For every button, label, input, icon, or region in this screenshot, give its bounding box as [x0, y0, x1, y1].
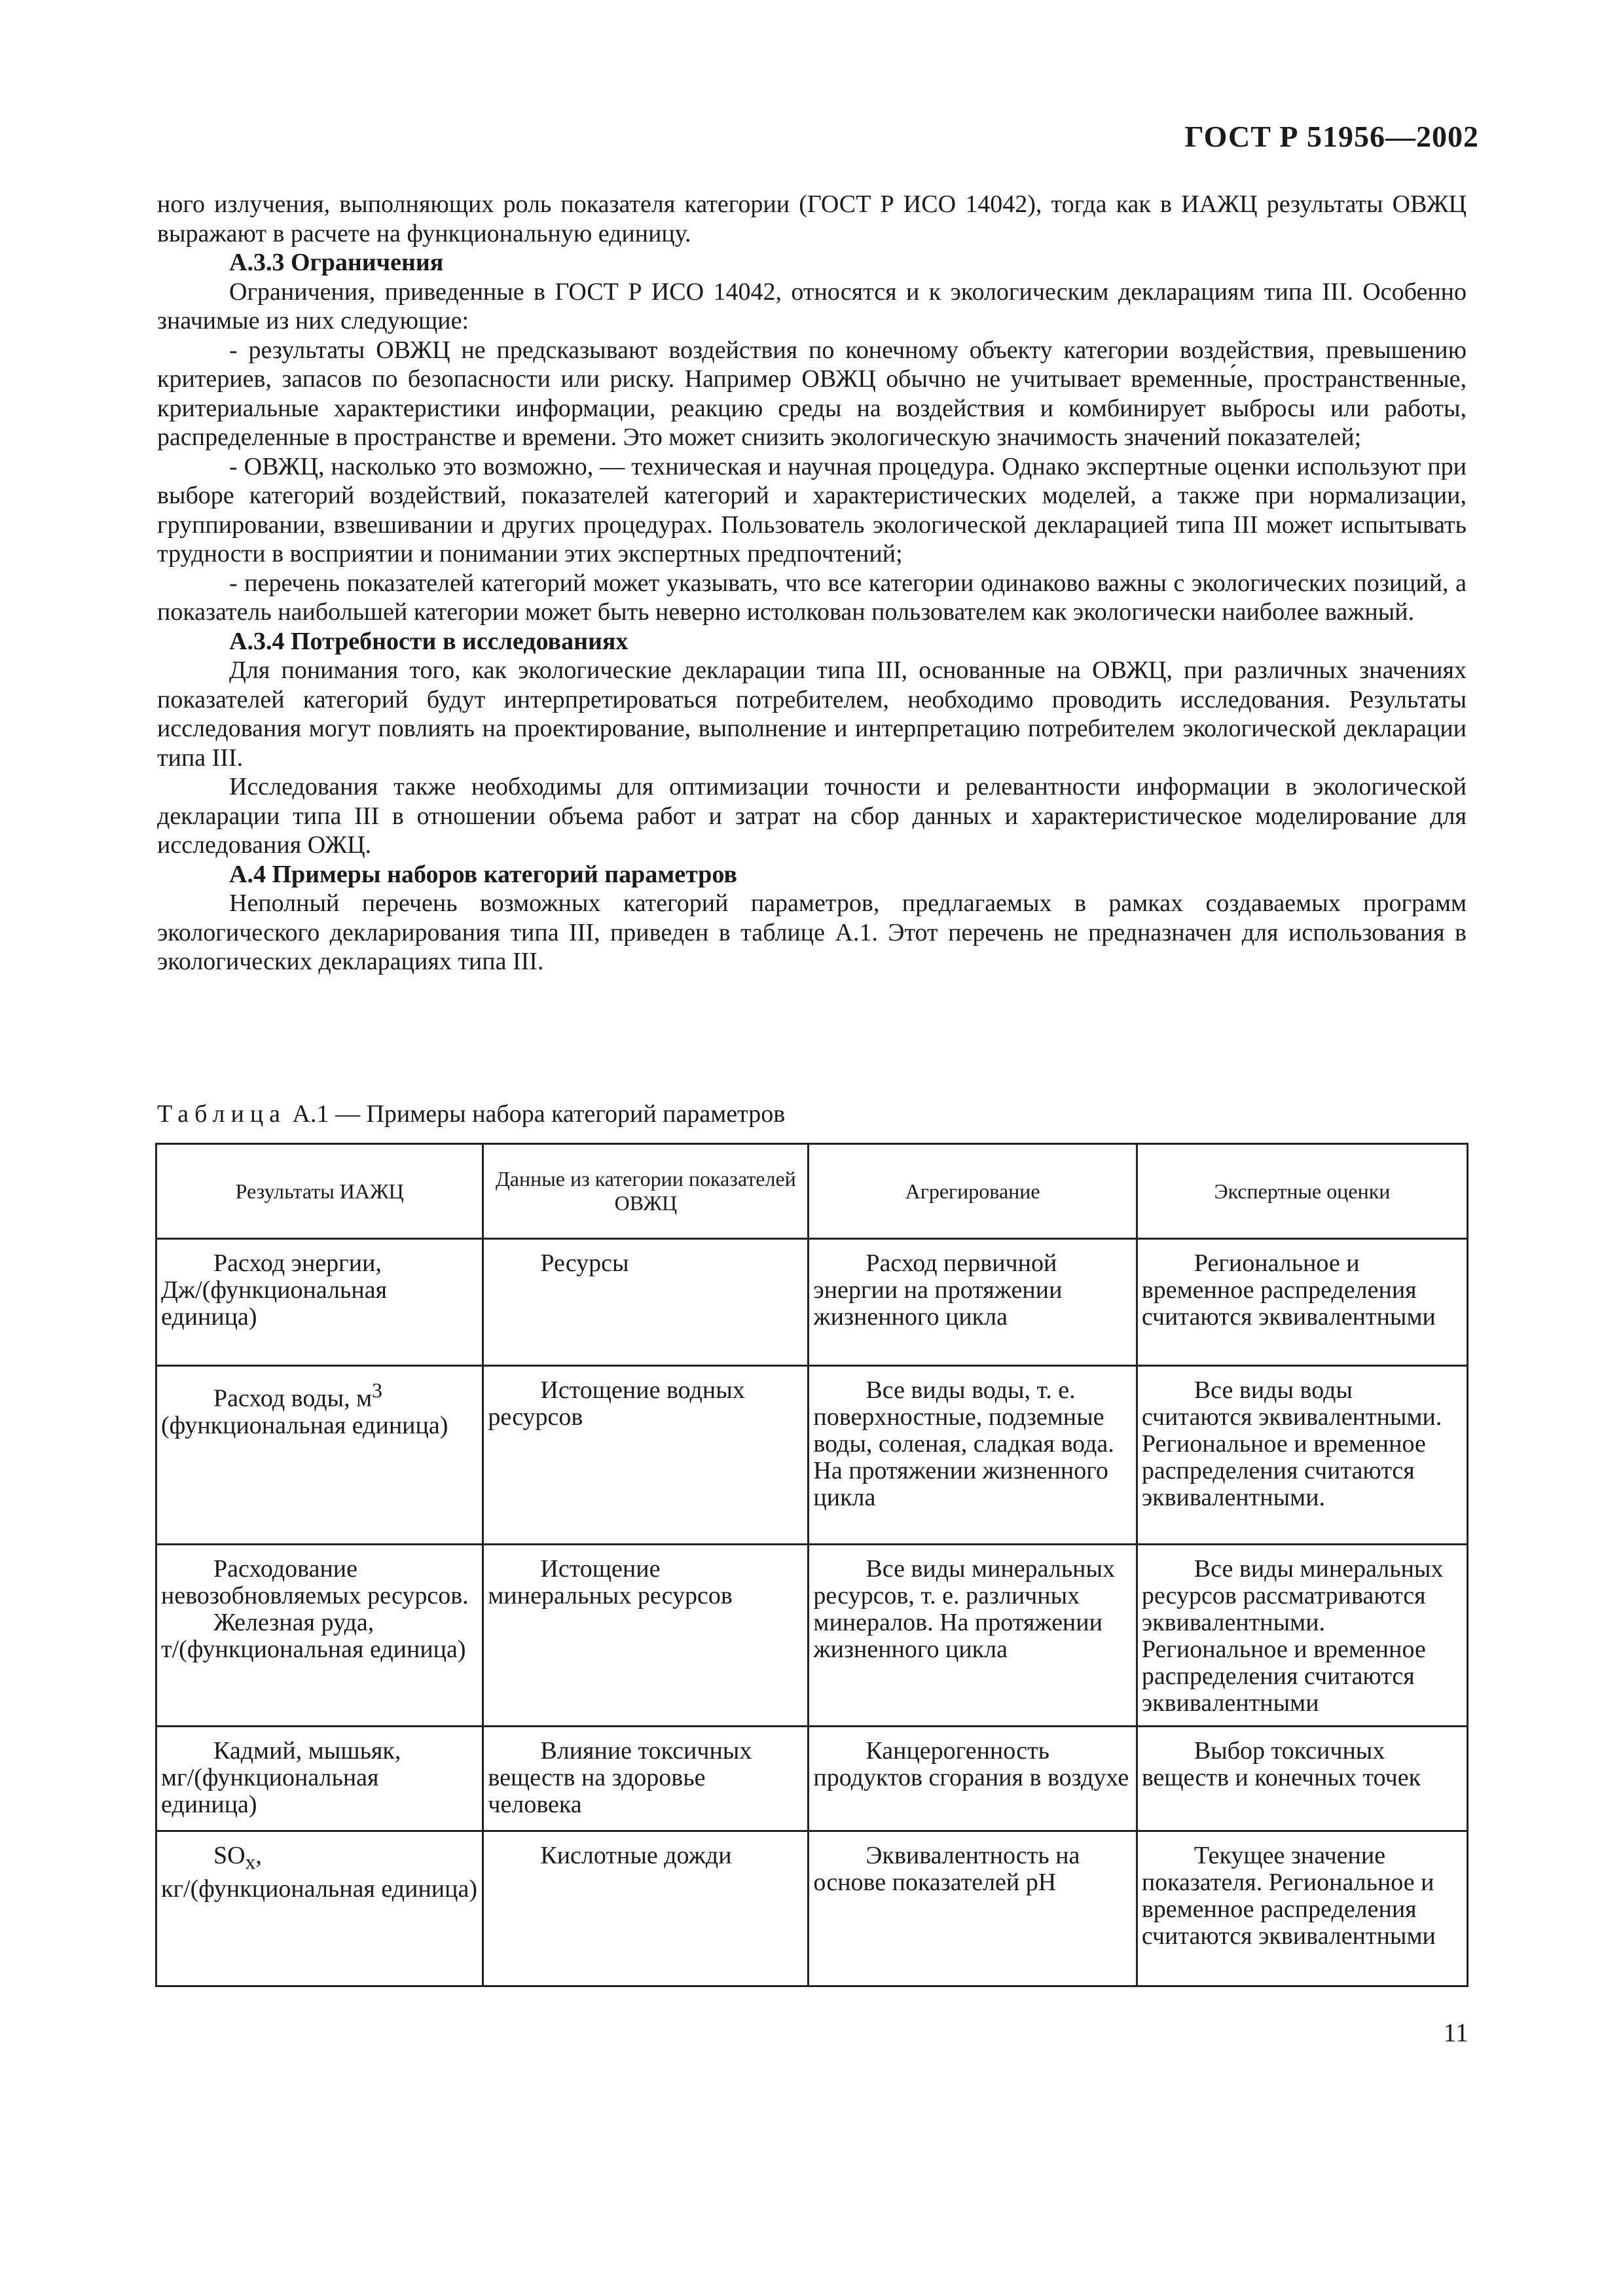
table-cell: Региональное и временное распределения считаются эквивалентными [1137, 1239, 1467, 1366]
table-cell: Все виды воды считаются эквивалентными. Региональное и временное распределения считаются эквивалентными. [1137, 1366, 1467, 1545]
list-item: - результаты ОВЖЦ не предсказывают воздействия по конечному объекту категории воздействия, превышению критериев, запасов по безопасности или риску. Например ОВЖЦ обычно не учитывает временны́е, пространственные, критериальные характеристики информации, реакцию среды на воздействия и комбинирует выбросы или работы, распределенные в пространстве и времени. Это может снизить экологическую значимость значений показателей; [157, 336, 1467, 451]
table-row [156, 1366, 1468, 1545]
table-row [156, 1727, 1468, 1831]
table-caption-label: Таблица [157, 1100, 287, 1128]
table-cell: Все виды воды, т. е. поверхностные, подземные воды, соленая, сладкая вода. На протяжении жизненного цикла [809, 1366, 1137, 1545]
table-cell: Все виды минеральных ресурсов, т. е. различных минералов. На протяжении жизненного цикла [809, 1545, 1137, 1727]
table-cell: $SO_x$, кг/(функциональная единица) [156, 1831, 483, 1986]
page-number: 11 [1443, 2018, 1468, 2047]
table-row [156, 1545, 1468, 1727]
paragraph: Неполный перечень возможных категорий параметров, предлагаемых в рамках создаваемых программ экологического декларирования типа III, приведен в таблице А.1. Этот перечень не предназначен для использования в экологических декларациях типа III. [157, 889, 1467, 975]
section-heading-a34: А.3.4 Потребности в исследованиях [229, 627, 629, 655]
table-cell: Расходование невозобновляемых ресурсов. Железная руда, т/(функциональная единица) [156, 1545, 483, 1727]
table-row [156, 1831, 1468, 1986]
table-cell: Эквивалентность на основе показателей pH [809, 1831, 1137, 1986]
table-cell: Текущее значение показателя. Региональное и временное распределения считаются эквивалентными [1137, 1831, 1467, 1986]
list-item: - перечень показателей категорий может указывать, что все категории одинаково важны с экологических позиций, а показатель наибольшей категории может быть неверно истолкован пользователем как экологически наиболее важный. [157, 569, 1467, 626]
standard-designation: ГОСТ Р 51956—2002 [1184, 120, 1479, 153]
table-cell: Выбор токсичных веществ и конечных точек [1137, 1727, 1467, 1831]
table-cell: Канцерогенность продуктов сгорания в воздухе [809, 1727, 1137, 1831]
table-cell: Кадмий, мышьяк, мг/(функциональная единица) [156, 1727, 483, 1831]
column-header: Агрегирование [809, 1144, 1137, 1239]
document-body [157, 190, 1467, 977]
parameters-table [155, 1143, 1468, 1987]
section-heading-a4: А.4 Примеры наборов категорий параметров [229, 860, 737, 888]
table-cell: Истощение водных ресурсов [483, 1366, 809, 1545]
table-cell: Расход энергии, Дж/(функциональная единица) [156, 1239, 483, 1366]
section-heading-a33: А.3.3 Ограничения [229, 249, 444, 276]
table-cell: Влияние токсичных веществ на здоровье человека [483, 1727, 809, 1831]
paragraph: Для понимания того, как экологические декларации типа III, основанные на ОВЖЦ, при различных значениях показателей категорий будут интерпретироваться потребителем, необходимо проводить исследования. Результаты исследования могут повлиять на проектирование, выполнение и интерпретацию потребителем экологической декларации типа III. [157, 656, 1467, 772]
table-caption-text: А.1 — Примеры набора категорий параметров [292, 1100, 786, 1128]
table-cell: Кислотные дожди [483, 1831, 809, 1986]
table-cell: Расход воды, $м^3$ (функциональная единица) [156, 1366, 483, 1545]
list-item: - ОВЖЦ, насколько это возможно, — техническая и научная процедура. Однако экспертные оценки используют при выборе категорий воздействий, показателей категорий и характеристических моделей, а также при нормализации, группировании, взвешивании и других процедурах. Пользователь экологической декларацией типа III может испытывать трудности в восприятии и понимании этих экспертных предпочтений; [157, 452, 1467, 567]
paragraph: ного излучения, выполняющих роль показателя категории (ГОСТ Р ИСО 14042), тогда как в ИАЖЦ результаты ОВЖЦ выражают в расчете на функциональную единицу. [157, 190, 1467, 247]
table-row [156, 1239, 1468, 1366]
table-cell: Расход первичной энергии на протяжении жизненного цикла [809, 1239, 1137, 1366]
column-header: Данные из категории показателей ОВЖЦ [483, 1144, 809, 1239]
column-header: Результаты ИАЖЦ [156, 1144, 483, 1239]
table-cell: Все виды минеральных ресурсов рассматриваются эквивалентными. Региональное и временное распределения считаются эквивалентными [1137, 1545, 1467, 1727]
table-cell: Истощение минеральных ресурсов [483, 1545, 809, 1727]
column-header: Экспертные оценки [1137, 1144, 1467, 1239]
paragraph: Ограничения, приведенные в ГОСТ Р ИСО 14042, относятся и к экологическим декларациям типа III. Особенно значимые из них следующие: [157, 278, 1467, 334]
table-header-row [156, 1144, 1468, 1239]
paragraph: Исследования также необходимы для оптимизации точности и релевантности информации в экологической декларации типа III в отношении объема работ и затрат на сбор данных и характеристическое моделирование для исследования ОЖЦ. [157, 773, 1467, 859]
table-cell: Ресурсы [483, 1239, 809, 1366]
table-caption [157, 1100, 785, 1128]
